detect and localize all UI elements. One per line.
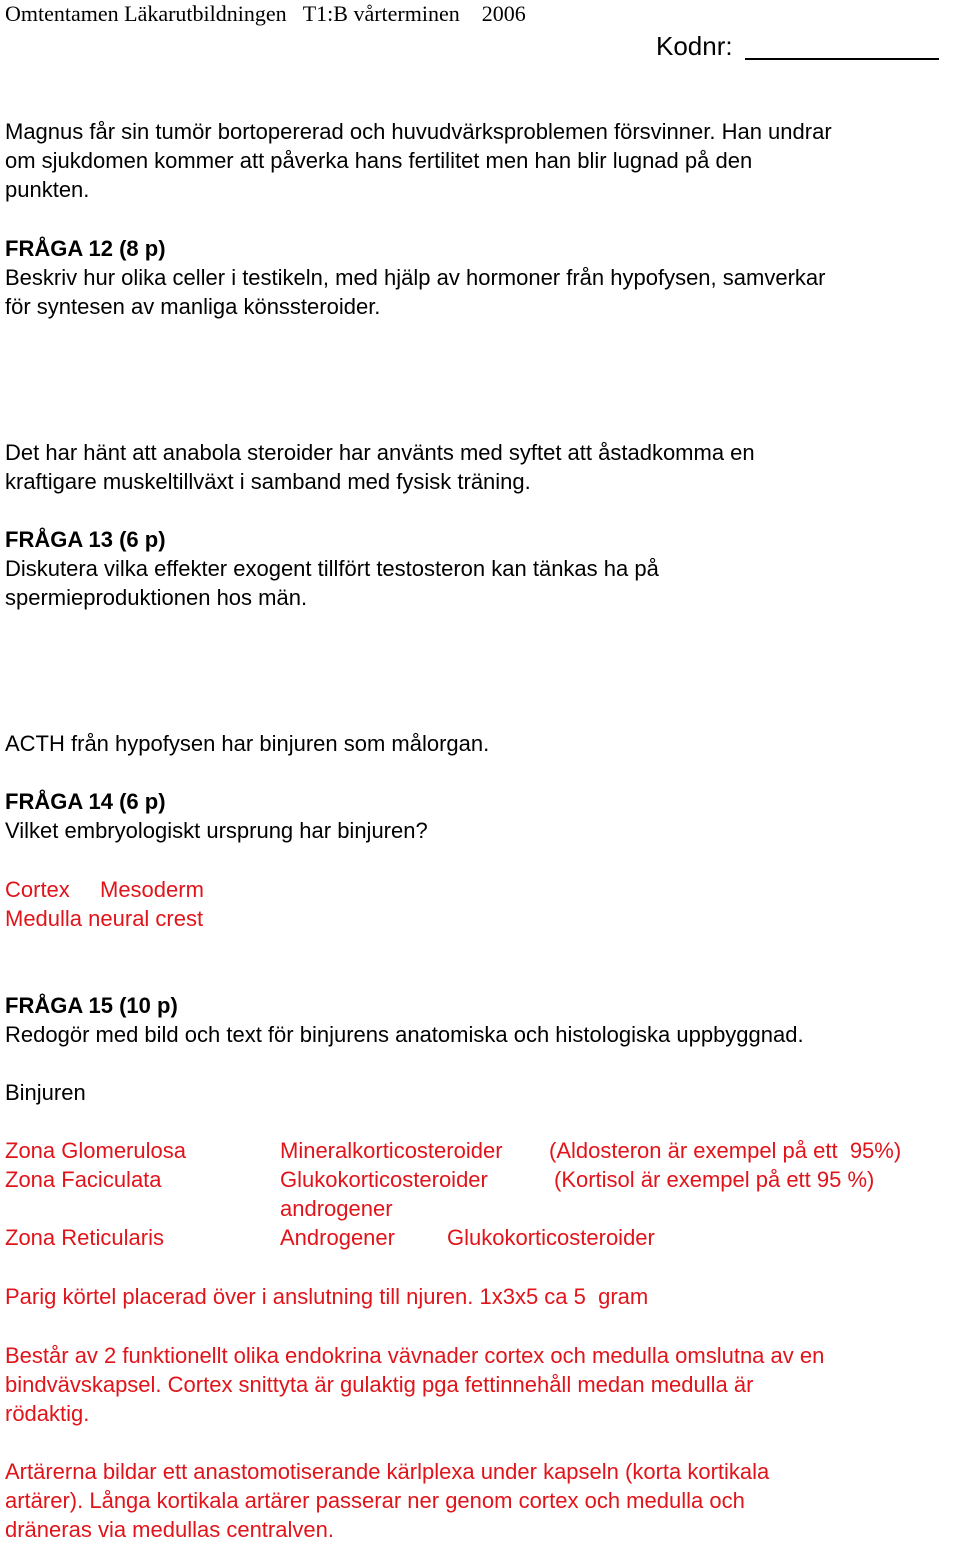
question-12-line-2: för syntesen av manliga könssteroider. <box>5 294 381 319</box>
kodnr-label: Kodnr: <box>656 31 733 61</box>
context-13-line-1: Det har hänt att anabola steroider har använts med syftet att åstadkomma en <box>5 440 755 465</box>
question-13-line-2: spermieproduktionen hos män. <box>5 585 308 610</box>
question-12-line-1: Beskriv hur olika celler i testikeln, med hjälp av hormoner från hypofysen, samverkar <box>5 265 826 290</box>
question-13-title: FRÅGA 13 (6 p) <box>5 527 166 552</box>
zone-2-hormone: Glukokorticosteroider <box>280 1167 488 1192</box>
answer-15-paragraph-2-line-2: bindvävskapsel. Cortex snittyta är gulaktig pga fettinnehåll medan medulla är <box>5 1372 754 1397</box>
question-13-line-1: Diskutera vilka effekter exogent tillfört testosteron kan tänkas ha på <box>5 556 659 581</box>
zone-1-note: (Aldosteron är exempel på ett 95%) <box>549 1138 902 1163</box>
zone-3-name: Zona Reticularis <box>5 1225 164 1250</box>
document-header: Omtentamen Läkarutbildningen T1:B vårterminen 2006 <box>5 1 526 26</box>
answer-14-medulla: Medulla neural crest <box>5 906 204 931</box>
answer-14-cortex: Cortex <box>5 877 70 902</box>
answer-15-paragraph-2-line-1: Består av 2 funktionellt olika endokrina vävnader cortex och medulla omslutna av en <box>5 1343 825 1368</box>
answer-15-paragraph-3-line-2: artärer). Långa kortikala artärer passerar ner genom cortex och medulla och <box>5 1488 745 1513</box>
answer-15-paragraph-2-line-3: rödaktig. <box>5 1401 90 1426</box>
context-13-line-2: kraftigare muskeltillväxt i samband med fysisk träning. <box>5 469 531 494</box>
question-14-line-1: Vilket embryologiskt ursprung har binjuren? <box>5 818 428 843</box>
kodnr-underline <box>745 58 939 60</box>
zone-1-name: Zona Glomerulosa <box>5 1138 186 1163</box>
context-14: ACTH från hypofysen har binjuren som målorgan. <box>5 731 490 756</box>
binjuren-label: Binjuren <box>5 1080 86 1105</box>
question-15-title: FRÅGA 15 (10 p) <box>5 993 178 1018</box>
answer-15-paragraph-3-line-3: dräneras via medullas centralven. <box>5 1517 334 1542</box>
question-12-title: FRÅGA 12 (8 p) <box>5 236 166 261</box>
zone-3-hormone: Androgener <box>280 1225 395 1250</box>
zone-3-extra: Glukokorticosteroider <box>447 1225 655 1250</box>
question-14-title: FRÅGA 14 (6 p) <box>5 789 166 814</box>
zone-2-name: Zona Faciculata <box>5 1167 162 1192</box>
answer-15-paragraph-3-line-1: Artärerna bildar ett anastomotiserande kärlplexa under kapseln (korta kortikala <box>5 1459 770 1484</box>
intro-line-3: punkten. <box>5 177 90 202</box>
zone-2-extra: androgener <box>280 1196 393 1221</box>
answer-14-mesoderm: Mesoderm <box>100 877 204 902</box>
intro-line-2: om sjukdomen kommer att påverka hans fertilitet men han blir lugnad på den <box>5 148 753 173</box>
question-15-line-1: Redogör med bild och text för binjurens anatomiska och histologiska uppbyggnad. <box>5 1022 804 1047</box>
zone-2-note: (Kortisol är exempel på ett 95 %) <box>554 1167 875 1192</box>
answer-15-paragraph-1: Parig körtel placerad över i anslutning till njuren. 1x3x5 ca 5 gram <box>5 1284 649 1309</box>
zone-1-hormone: Mineralkorticosteroider <box>280 1138 503 1163</box>
intro-line-1: Magnus får sin tumör bortopererad och huvudvärksproblemen försvinner. Han undrar <box>5 119 832 144</box>
